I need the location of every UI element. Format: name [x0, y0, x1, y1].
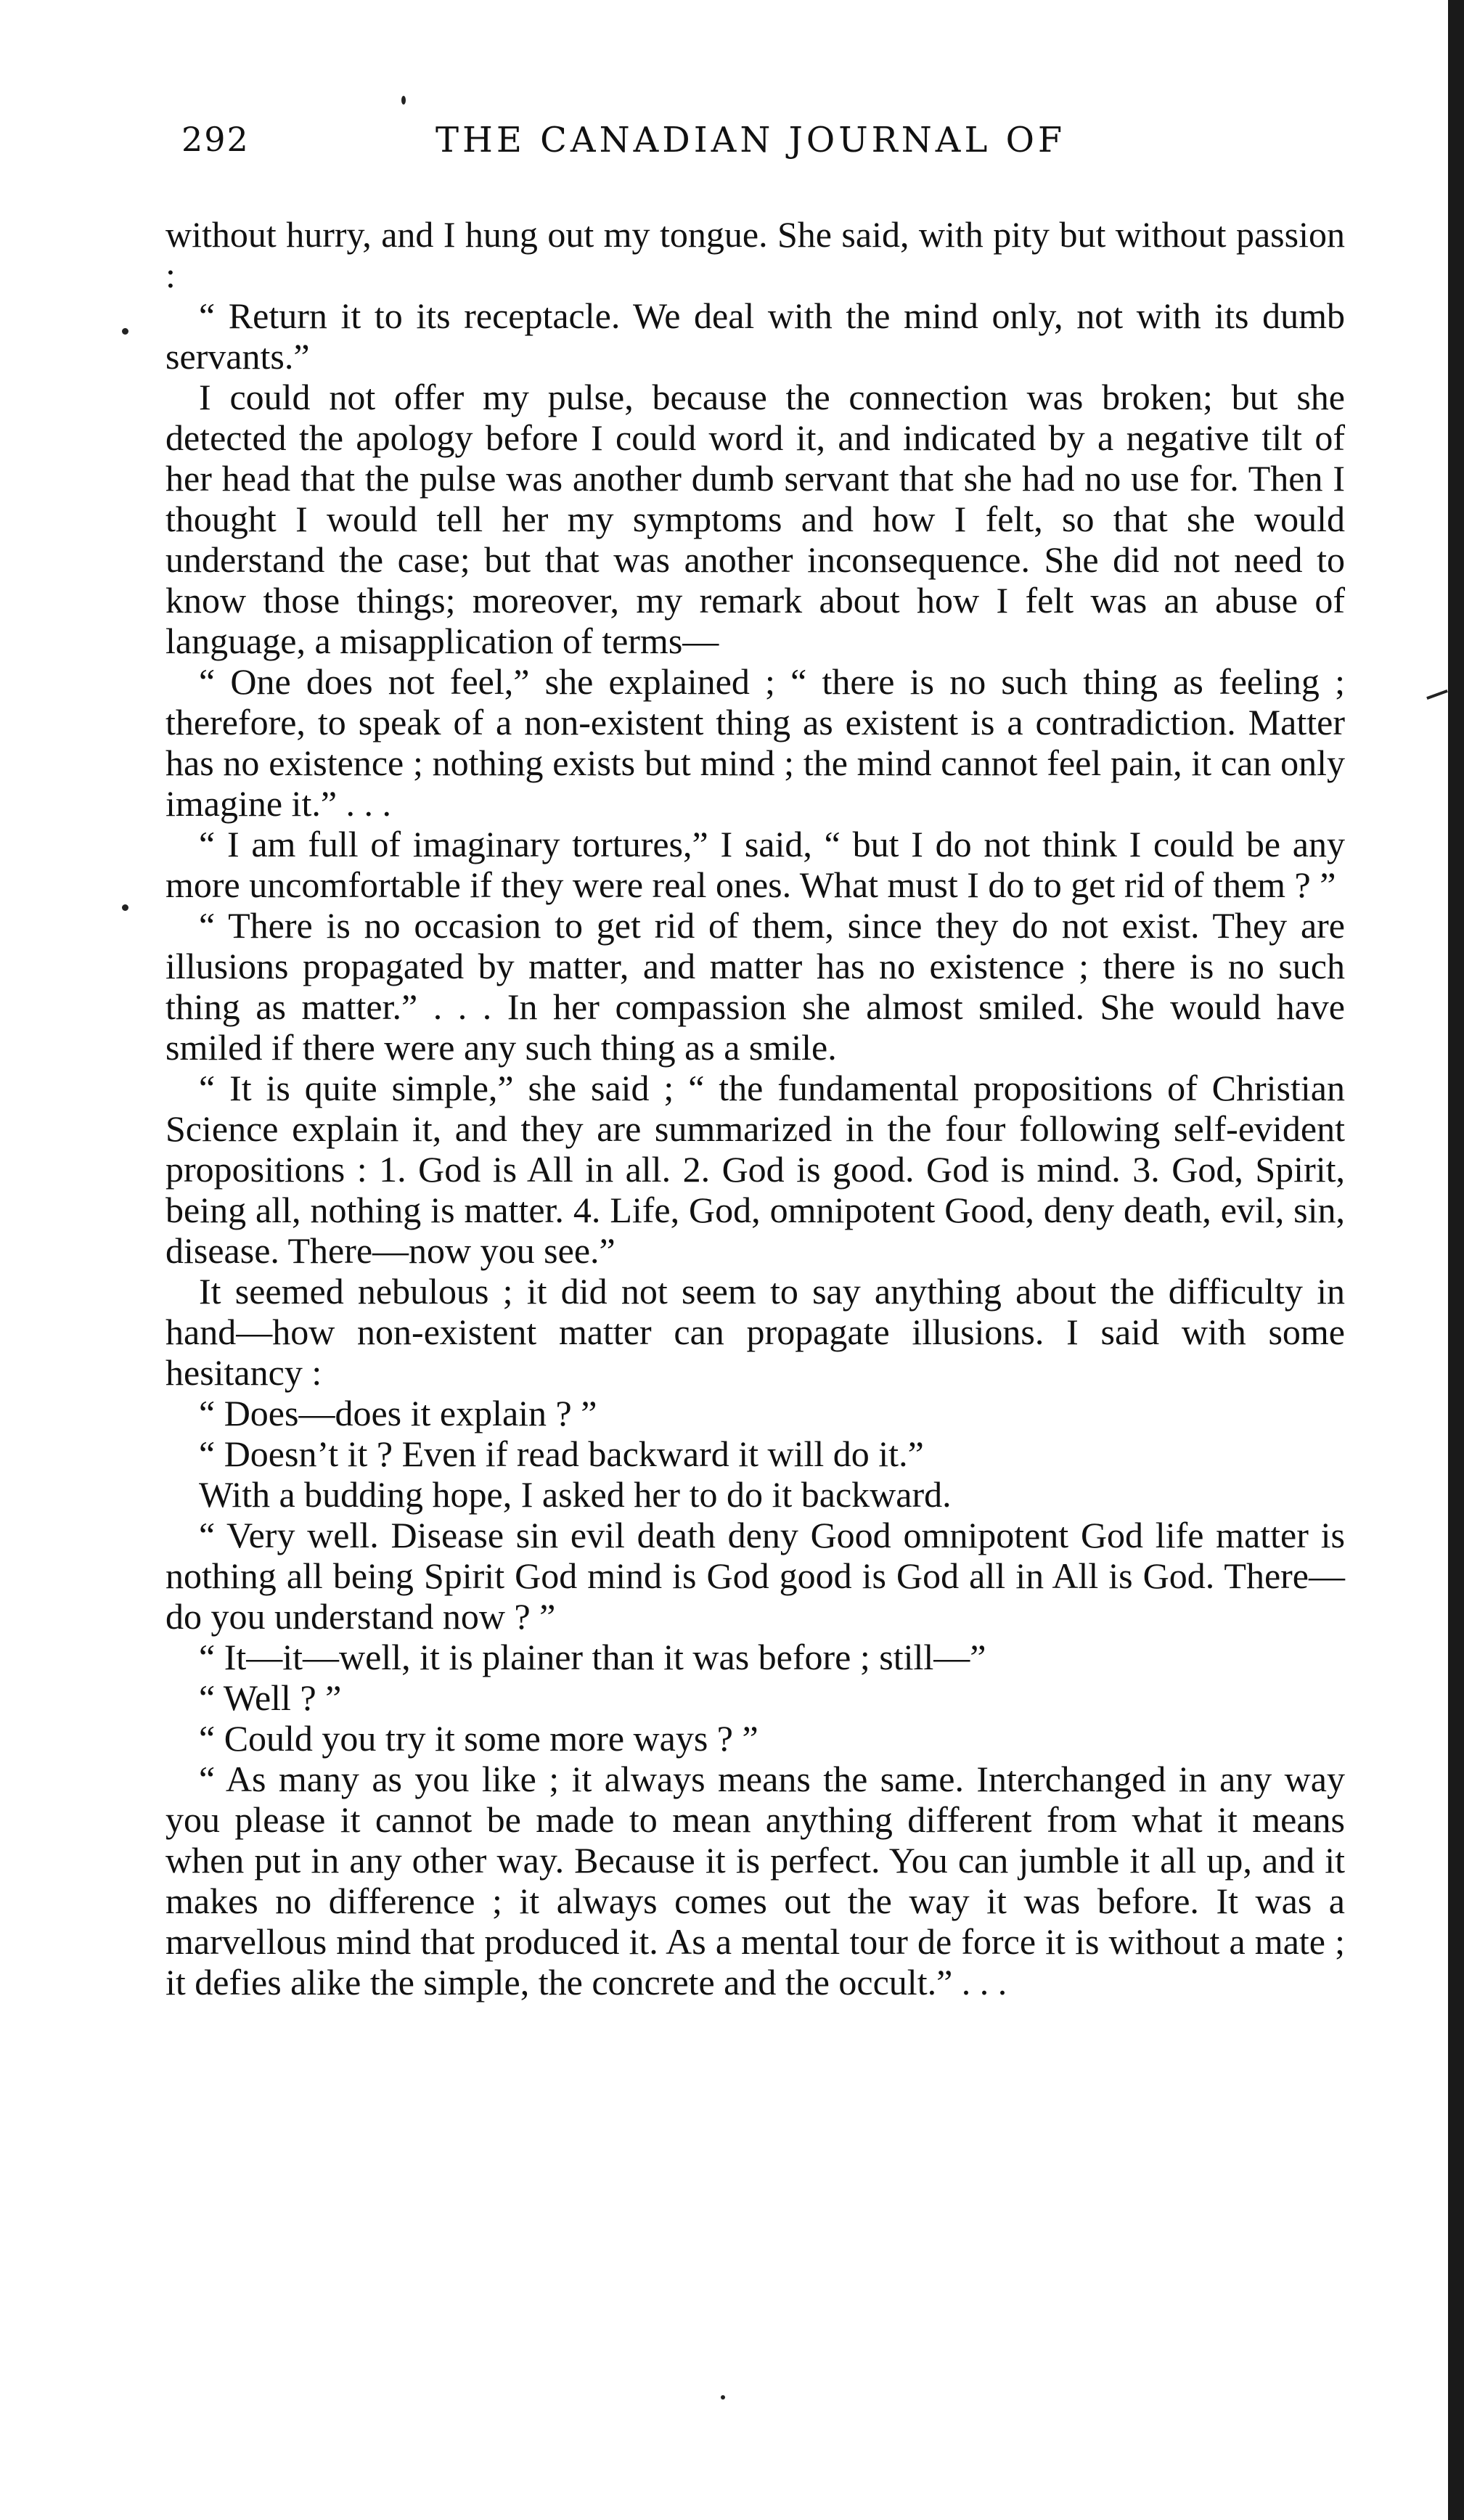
- ink-speck: [401, 96, 406, 105]
- paragraph: “ Well ? ”: [199, 1677, 342, 1718]
- paragraph: “ I am full of imaginary tortures,” I said, “ but I do not think I could be any more uncomfortable if they were real ones. What must I do to get rid of them ? ”: [165, 824, 1345, 905]
- page-header: [181, 120, 1321, 171]
- edge-mark: [1426, 690, 1448, 700]
- paragraph: “ It is quite simple,” she said ; “ the fundamental propositions of Christian Science explain it, and they are summarized in the four following self-evident propositions : 1. God is All in all. 2. God is good. God is mind. 3. God, Spirit, being all, nothing is matter. 4. Life, God, omnipotent Good, deny death, evil, sin, disease. There—now you see.”: [165, 1068, 1345, 1271]
- margin-dot: [122, 904, 128, 911]
- body-text: [165, 214, 1345, 2002]
- paragraph: I could not offer my pulse, because the connection was broken; but she detected the apology before I could word it, and indicated by a negative tilt of her head that the pulse was another dumb servant that she had no use for. Then I thought I would tell her my symptoms and how I felt, so that she would understand the case; but that was another inconsequence. She did not need to know those things; moreover, my remark about how I felt was an abuse of language, a misapplication of terms—: [165, 377, 1345, 661]
- paragraph: “ Could you try it some more ways ? ”: [199, 1718, 758, 1759]
- paragraph: It seemed nebulous ; it did not seem to say anything about the difficulty in hand—how non-existent matter can propagate illusions. I said with some hesitancy :: [165, 1271, 1345, 1393]
- paragraph: “ As many as you like ; it always means the same. Interchanged in any way you please it cannot be made to mean anything different from what it means when put in any other way. Because it is perfect. You can jumble it all up, and it makes no difference ; it always comes out the way it was before. It was a marvellous mind that produced it. As a mental tour de force it is without a mate ; it defies alike the simple, the concrete and the occult.” . . .: [165, 1759, 1345, 2002]
- page-edge-shadow: [1448, 0, 1464, 2520]
- paragraph: “ Return it to its receptacle. We deal with the mind only, not with its dumb servants.”: [165, 295, 1345, 377]
- paragraph: “ One does not feel,” she explained ; “ there is no such thing as feeling ; therefore, to speak of a non-existent thing as existent is a contradiction. Matter has no existence ; nothing exists but mind ; the mind cannot feel pain, it can only imagine it.” . . .: [165, 661, 1345, 824]
- paragraph: “ Does—does it explain ? ”: [199, 1393, 597, 1433]
- paragraph: With a budding hope, I asked her to do it backward.: [199, 1474, 952, 1515]
- margin-dot: [122, 328, 128, 335]
- ink-speck: [721, 2395, 725, 2400]
- paragraph: “ It—it—well, it is plainer than it was before ; still—”: [199, 1637, 986, 1677]
- paragraph: without hurry, and I hung out my tongue. She said, with pity but without passion :: [165, 214, 1345, 295]
- running-head: THE CANADIAN JOURNAL OF: [435, 120, 1066, 160]
- paragraph: “ Very well. Disease sin evil death deny Good omnipotent God life matter is nothing all being Spirit God mind is God good is God all in All is God. There—do you understand now ? ”: [165, 1515, 1345, 1637]
- paragraph: “ There is no occasion to get rid of them, since they do not exist. They are illusions propagated by matter, and matter has no existence ; there is no such thing as matter.” . . . In her compassion she almost smiled. She would have smiled if there were any such thing as a smile.: [165, 905, 1345, 1068]
- page-number: 292: [181, 120, 250, 159]
- paragraph: “ Doesn’t it ? Even if read backward it will do it.”: [199, 1433, 924, 1474]
